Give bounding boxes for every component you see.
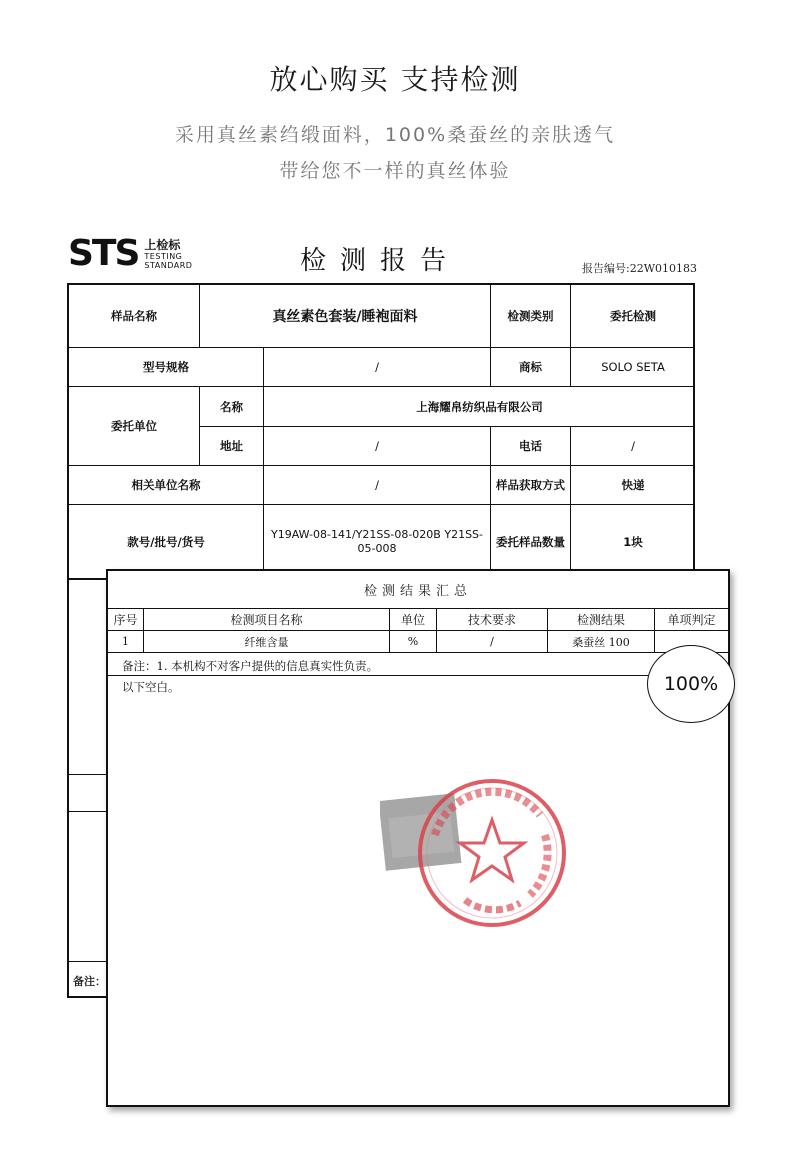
client-name: 上海耀帛纺织品有限公司 (264, 387, 695, 427)
brand-value: SOLO SETA (571, 348, 695, 387)
phone-label: 电话 (491, 427, 571, 466)
related-label: 相关单位名称 (69, 466, 264, 505)
logo-cn: 上检标 (144, 237, 181, 252)
logo-mark: STS (68, 233, 139, 274)
client-name-label: 名称 (200, 387, 264, 427)
row-requirement: / (437, 631, 548, 653)
acquire-label: 样品获取方式 (491, 466, 571, 505)
sheet-line (69, 774, 107, 775)
sample-name-label: 样品名称 (69, 285, 200, 348)
sheet-line (69, 579, 107, 580)
model-label: 型号规格 (69, 348, 264, 387)
col-header-requirement: 技术要求 (437, 609, 548, 631)
percent-badge: 100% (647, 645, 735, 723)
logo-en-2: STANDARD (144, 260, 193, 270)
subtitle-line-2: 带给您不一样的真丝体验 (279, 160, 511, 182)
col-header-unit: 单位 (390, 609, 437, 631)
client-label: 委托单位 (69, 387, 200, 466)
col-header-result: 检测结果 (548, 609, 655, 631)
related-value: / (264, 466, 491, 505)
address-value: / (264, 427, 491, 466)
test-type: 委托检测 (571, 285, 695, 348)
report-number: 报告编号:22W010183 (582, 262, 698, 275)
model-value: / (264, 348, 491, 387)
quantity-label: 委托样品数量 (491, 505, 571, 579)
subtitle-line-1: 采用真丝素绉缎面料，100%桑蚕丝的亲肤透气 (174, 124, 616, 146)
test-type-label: 检测类别 (491, 285, 571, 348)
official-seal-icon (380, 775, 570, 935)
summary-note: 备注：1. 本机构不对客户提供的信息真实性负责。 (122, 659, 379, 673)
quantity-value: 1块 (571, 505, 695, 579)
col-header-item: 检测项目名称 (144, 609, 390, 631)
batch-value: Y19AW-08-141/Y21SS-08-020B Y21SS-05-008 (264, 505, 491, 579)
col-header-no: 序号 (108, 609, 144, 631)
remark-label: 备注： (73, 975, 106, 988)
row-item: 纤维含量 (144, 631, 390, 653)
summary-blank-note: 以下空白。 (122, 680, 180, 694)
logo-text (144, 239, 192, 270)
sheet-line (69, 811, 107, 812)
phone-value: / (571, 427, 695, 466)
logo-en-1: TESTING (144, 251, 183, 261)
report-title: 检测报告 (300, 246, 461, 276)
row-no: 1 (108, 631, 144, 653)
col-header-judgement: 单项判定 (655, 609, 728, 631)
sheet-line (69, 961, 107, 962)
headline: 放心购买 支持检测 (269, 63, 521, 96)
brand-label: 商标 (491, 348, 571, 387)
sts-logo (68, 233, 193, 274)
acquire-value: 快递 (571, 466, 695, 505)
batch-label: 款号/批号/货号 (69, 505, 264, 579)
row-result: 桑蚕丝 100 (548, 631, 655, 653)
address-label: 地址 (200, 427, 264, 466)
summary-title: 检测结果汇总 (108, 571, 728, 609)
sample-name: 真丝素色套装/睡袍面料 (200, 285, 491, 348)
note-divider (108, 675, 728, 676)
row-unit: % (390, 631, 437, 653)
